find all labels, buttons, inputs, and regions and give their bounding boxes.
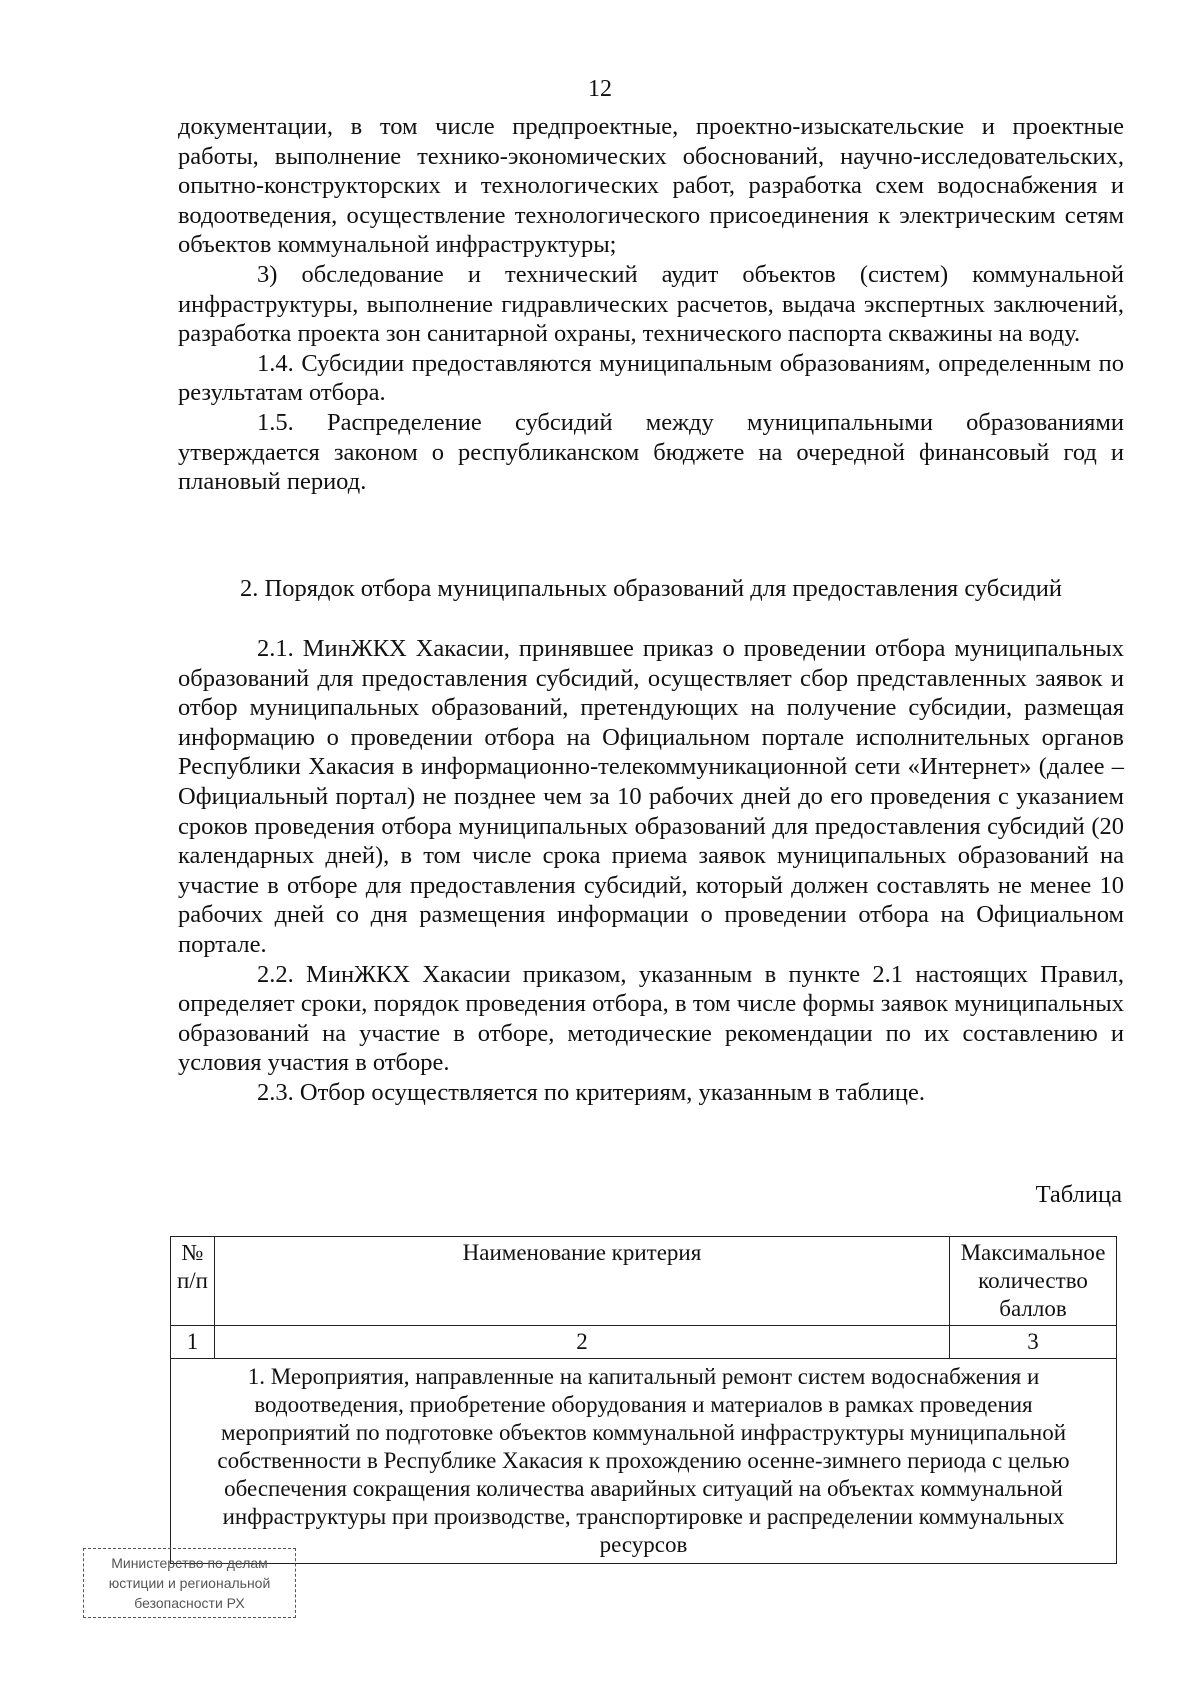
criteria-table <box>170 1236 1117 1564</box>
table-caption: Таблица <box>1035 1181 1122 1208</box>
body-text-top <box>178 112 1124 497</box>
paragraph-item-3: 3) обследование и технический аудит объектов (систем) коммунальной инфраструктуры, выполнение гидравлических расчетов, выдача экспертных заключений, разработка проекта зон санитарной охраны, технического паспорта скважины на воду. <box>178 260 1124 348</box>
header-criterion-name: Наименование критерия <box>214 1237 949 1326</box>
paragraph-1-4: 1.4. Субсидии предоставляются муниципальным образованиям, определенным по результатам отбора. <box>178 349 1124 407</box>
stamp-line-3: безопасности РХ <box>134 1595 245 1611</box>
header-max-points: Максимальное количество баллов <box>950 1237 1117 1326</box>
paragraph-1-5: 1.5. Распределение субсидий между муниципальными образованиями утверждается законом о республиканском бюджете на очередной финансовый год и плановый период. <box>178 408 1124 496</box>
paragraph-continuation: документации, в том числе предпроектные, проектно-изыскательские и проектные работы, выполнение технико-экономических обоснований, научно-исследовательских, опытно-конструкторских и технологических работ, разработка схем водоснабжения и водоотведения, осуществление технологического присоединения к электрическим сетям объектов коммунальной инфраструктуры; <box>178 113 1124 259</box>
ministry-stamp <box>83 1548 296 1618</box>
table-header-row <box>171 1237 1117 1326</box>
section-heading: 2. Порядок отбора муниципальных образований для предоставления субсидий <box>240 575 1062 602</box>
page-number: 12 <box>588 76 612 102</box>
table-numbering-row <box>171 1326 1117 1359</box>
column-number-2: 2 <box>214 1326 949 1359</box>
stamp-line-1: Министерство по делам <box>111 1555 268 1571</box>
column-number-1: 1 <box>171 1326 215 1359</box>
stamp-line-2: юстиции и региональной <box>108 1575 271 1591</box>
paragraph-2-2: 2.2. МинЖКХ Хакасии приказом, указанным в пункте 2.1 настоящих Правил, определяет сроки, порядок проведения отбора, в том числе формы заявок муниципальных образований на участие в отборе, методические рекомендации по их составлению и условия участия в отборе. <box>178 960 1124 1077</box>
body-text-section2 <box>178 634 1124 1108</box>
header-number: № п/п <box>171 1237 215 1326</box>
section-row-text: 1. Мероприятия, направленные на капитальный ремонт систем водоснабжения и водоотведения, приобретение оборудования и материалов в рамках проведения мероприятий по подготовке объектов коммунальной инфраструктуры муниципальной собственности в Республике Хакасия к прохождению осенне-зимнего периода с целью обеспечения сокращения количества аварийных ситуаций на объектах коммунальной инфраструктуры при производстве, транспортировке и распределении коммунальных ресурсов <box>171 1359 1117 1564</box>
paragraph-2-3: 2.3. Отбор осуществляется по критериям, указанным в таблице. <box>257 1078 925 1106</box>
paragraph-2-1: 2.1. МинЖКХ Хакасии, принявшее приказ о проведении отбора муниципальных образований для предоставления субсидий, осуществляет сбор представленных заявок и отбор муниципальных образований, претендующих на получение субсидии, размещая информацию о проведении отбора на Официальном портале исполнительных органов Республики Хакасия в информационно-телекоммуникационной сети «Интернет» (далее – Официальный портал) не позднее чем за 10 рабочих дней до его проведения с указанием сроков проведения отбора муниципальных образований для предоставления субсидий (20 календарных дней), в том числе срока приема заявок муниципальных образований на участие в отборе для предоставления субсидий, который должен составлять не менее 10 рабочих дней со дня размещения информации о проведении отбора на Официальном портале. <box>178 635 1124 958</box>
table-section-row <box>171 1359 1117 1564</box>
column-number-3: 3 <box>950 1326 1117 1359</box>
